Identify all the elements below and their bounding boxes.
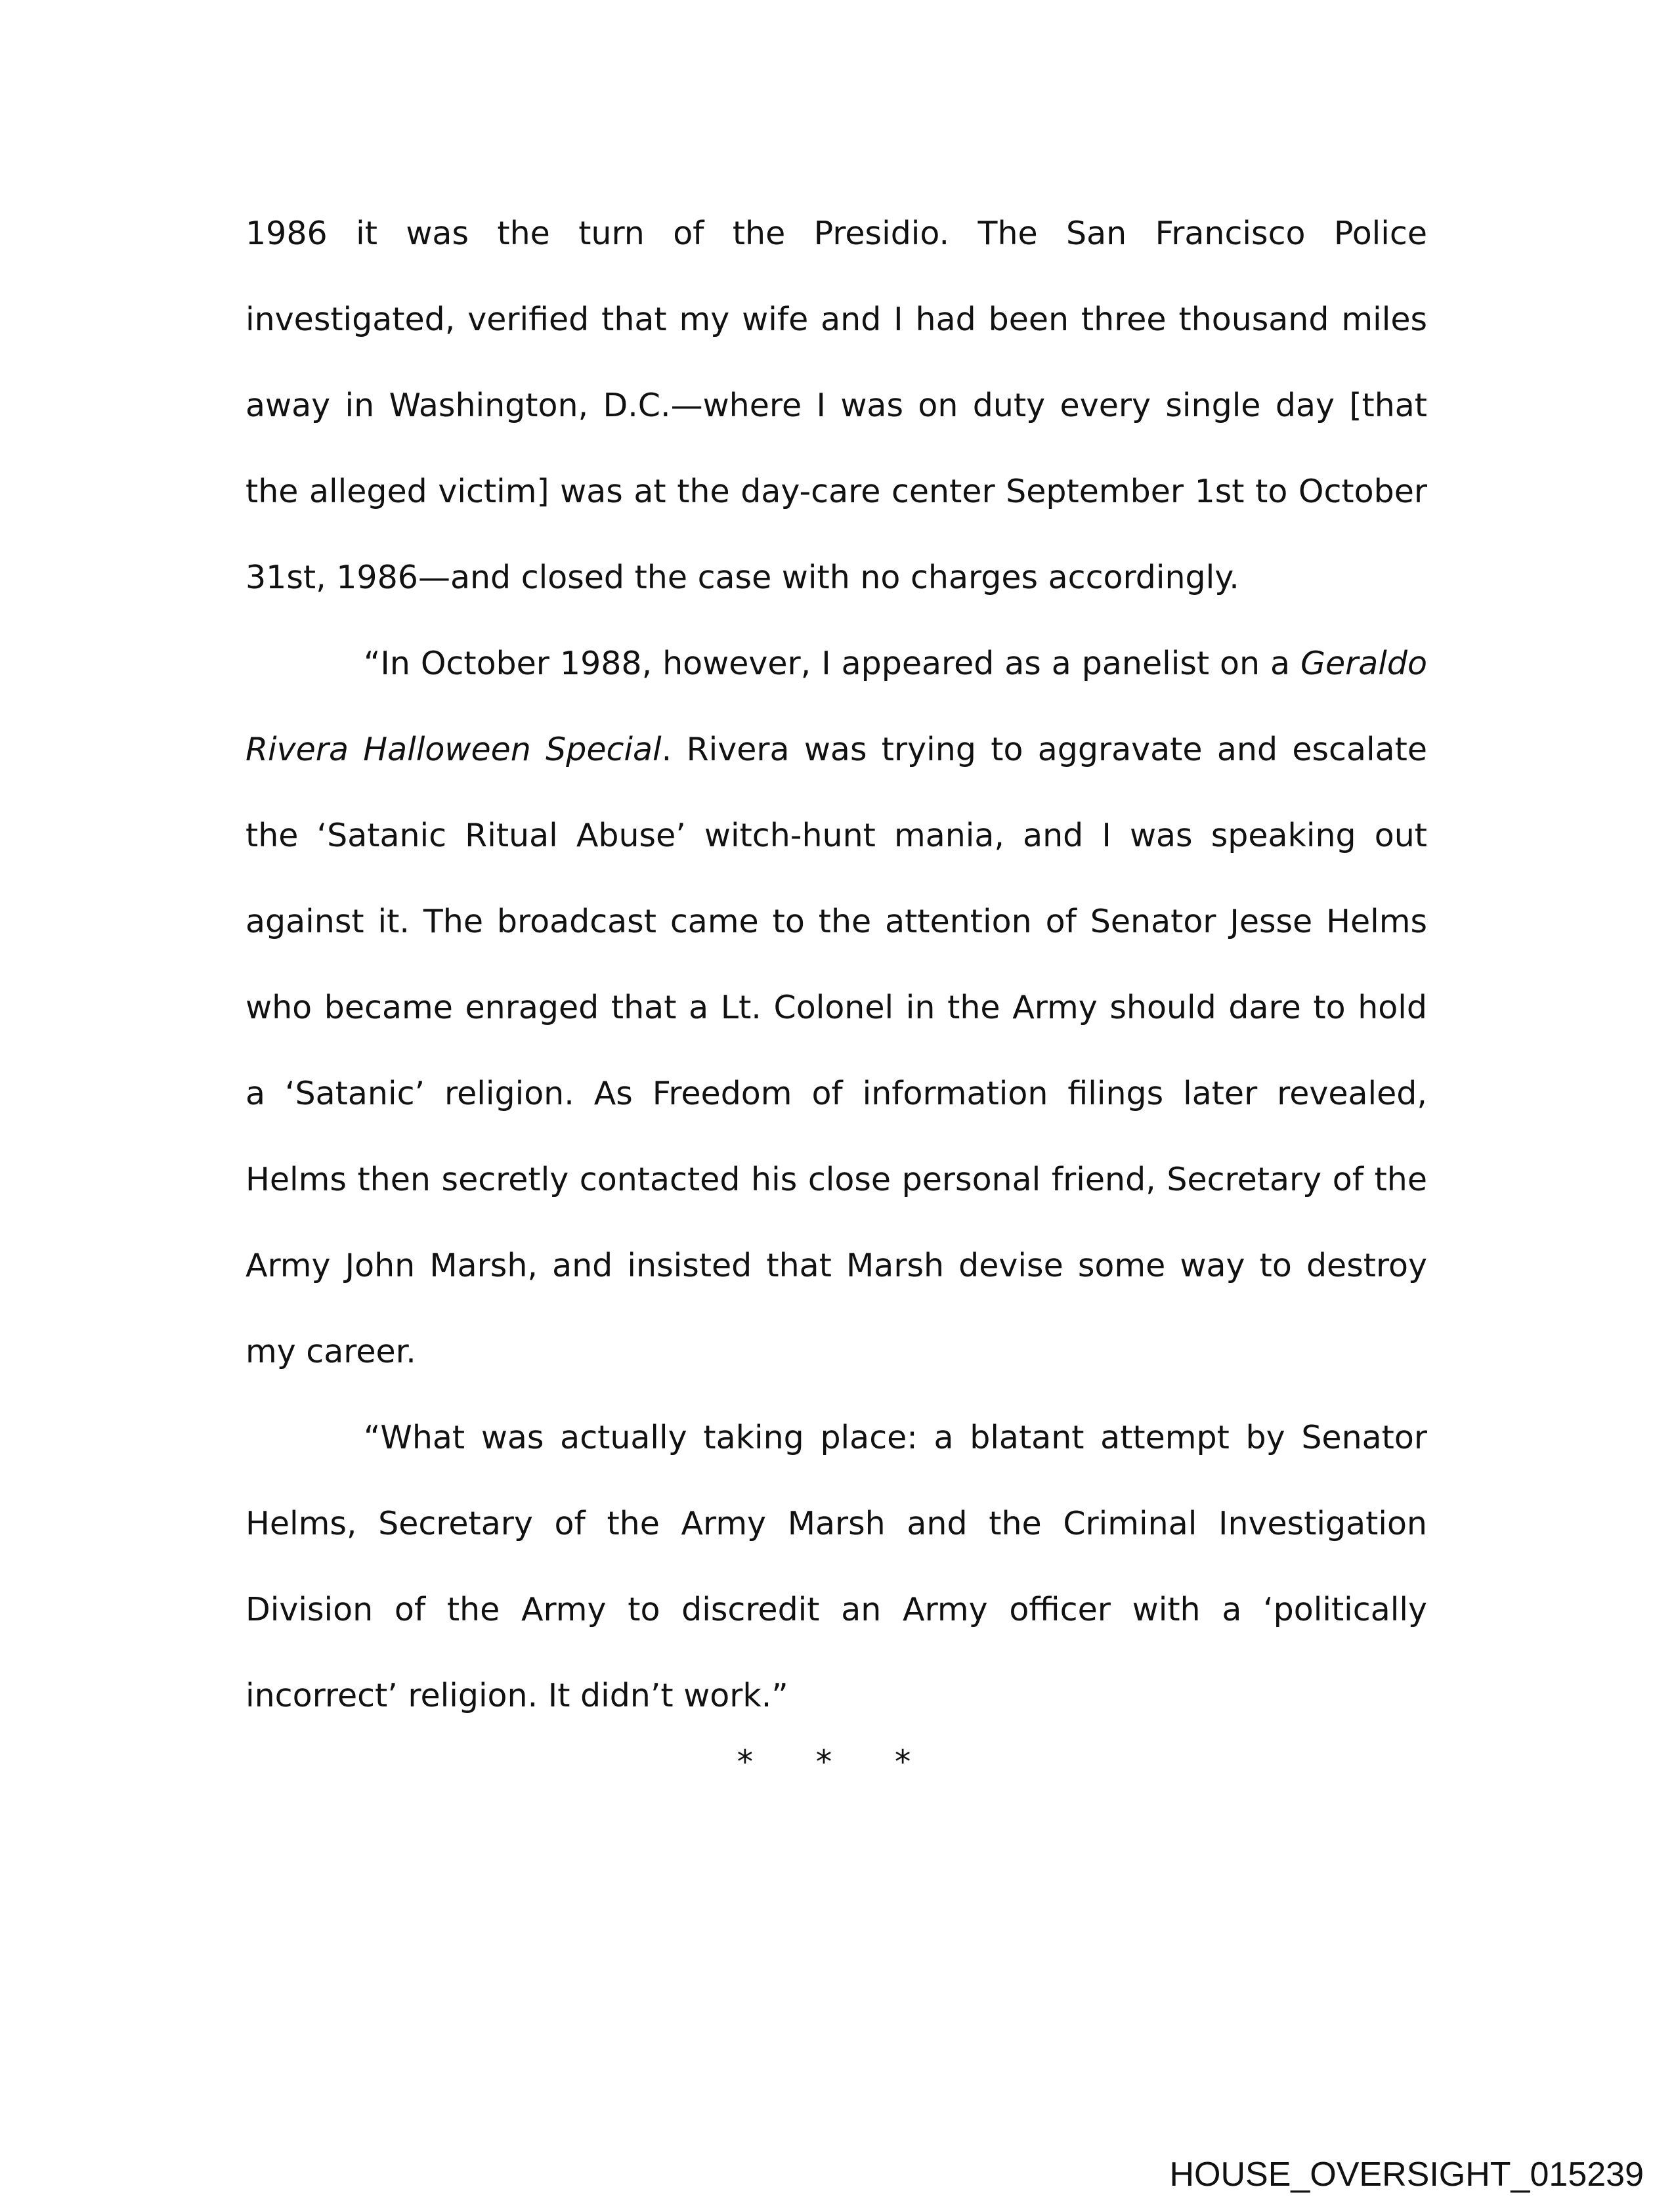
body-text [246,190,1427,1739]
paragraph-presidio [246,190,1427,620]
paragraph-conclusion [246,1395,1427,1739]
section-break: * * * [737,1743,937,1781]
document-id-stamp: HOUSE_OVERSIGHT_015239 [1169,2156,1644,2194]
paragraph-text: 1986 it was the turn of the Presidio. The San Francisco Police investigated, verified that my wife and I had been three thousand miles away in Washington, D.C.—where I was on duty every single day [that the alleged victim] was at the day-care center September 1st to October 31st, 1986—and closed the case with no charges accordingly. [246,215,1427,596]
paragraph-text: . Rivera was trying to aggravate and escalate the ‘Satanic Ritual Abuse’ witch-hunt mania, and I was speaking out against it. The broadcast came to the attention of Senator Jesse Helms who became enraged that a Lt. Colonel in the Army should dare to hold a ‘Satanic’ religion. As Freedom of information filings later revealed, Helms then secretly contacted his close personal friend, Secretary of the Army John Marsh, and insisted that Marsh devise some way to destroy my career. [246,731,1428,1370]
paragraph-text: “In October 1988, however, I appeared as a panelist on a [364,645,1300,682]
paragraph-geraldo [246,620,1427,1395]
paragraph-text: “What was actually taking place: a blatant attempt by Senator Helms, Secretary of the Army Marsh and the Criminal Investigation Division of the Army to discredit an Army officer with a ‘politically incorrect’ religion. It didn’t work.” [246,1419,1427,1714]
show-title: Geraldo Rivera Halloween Special [246,645,1427,768]
